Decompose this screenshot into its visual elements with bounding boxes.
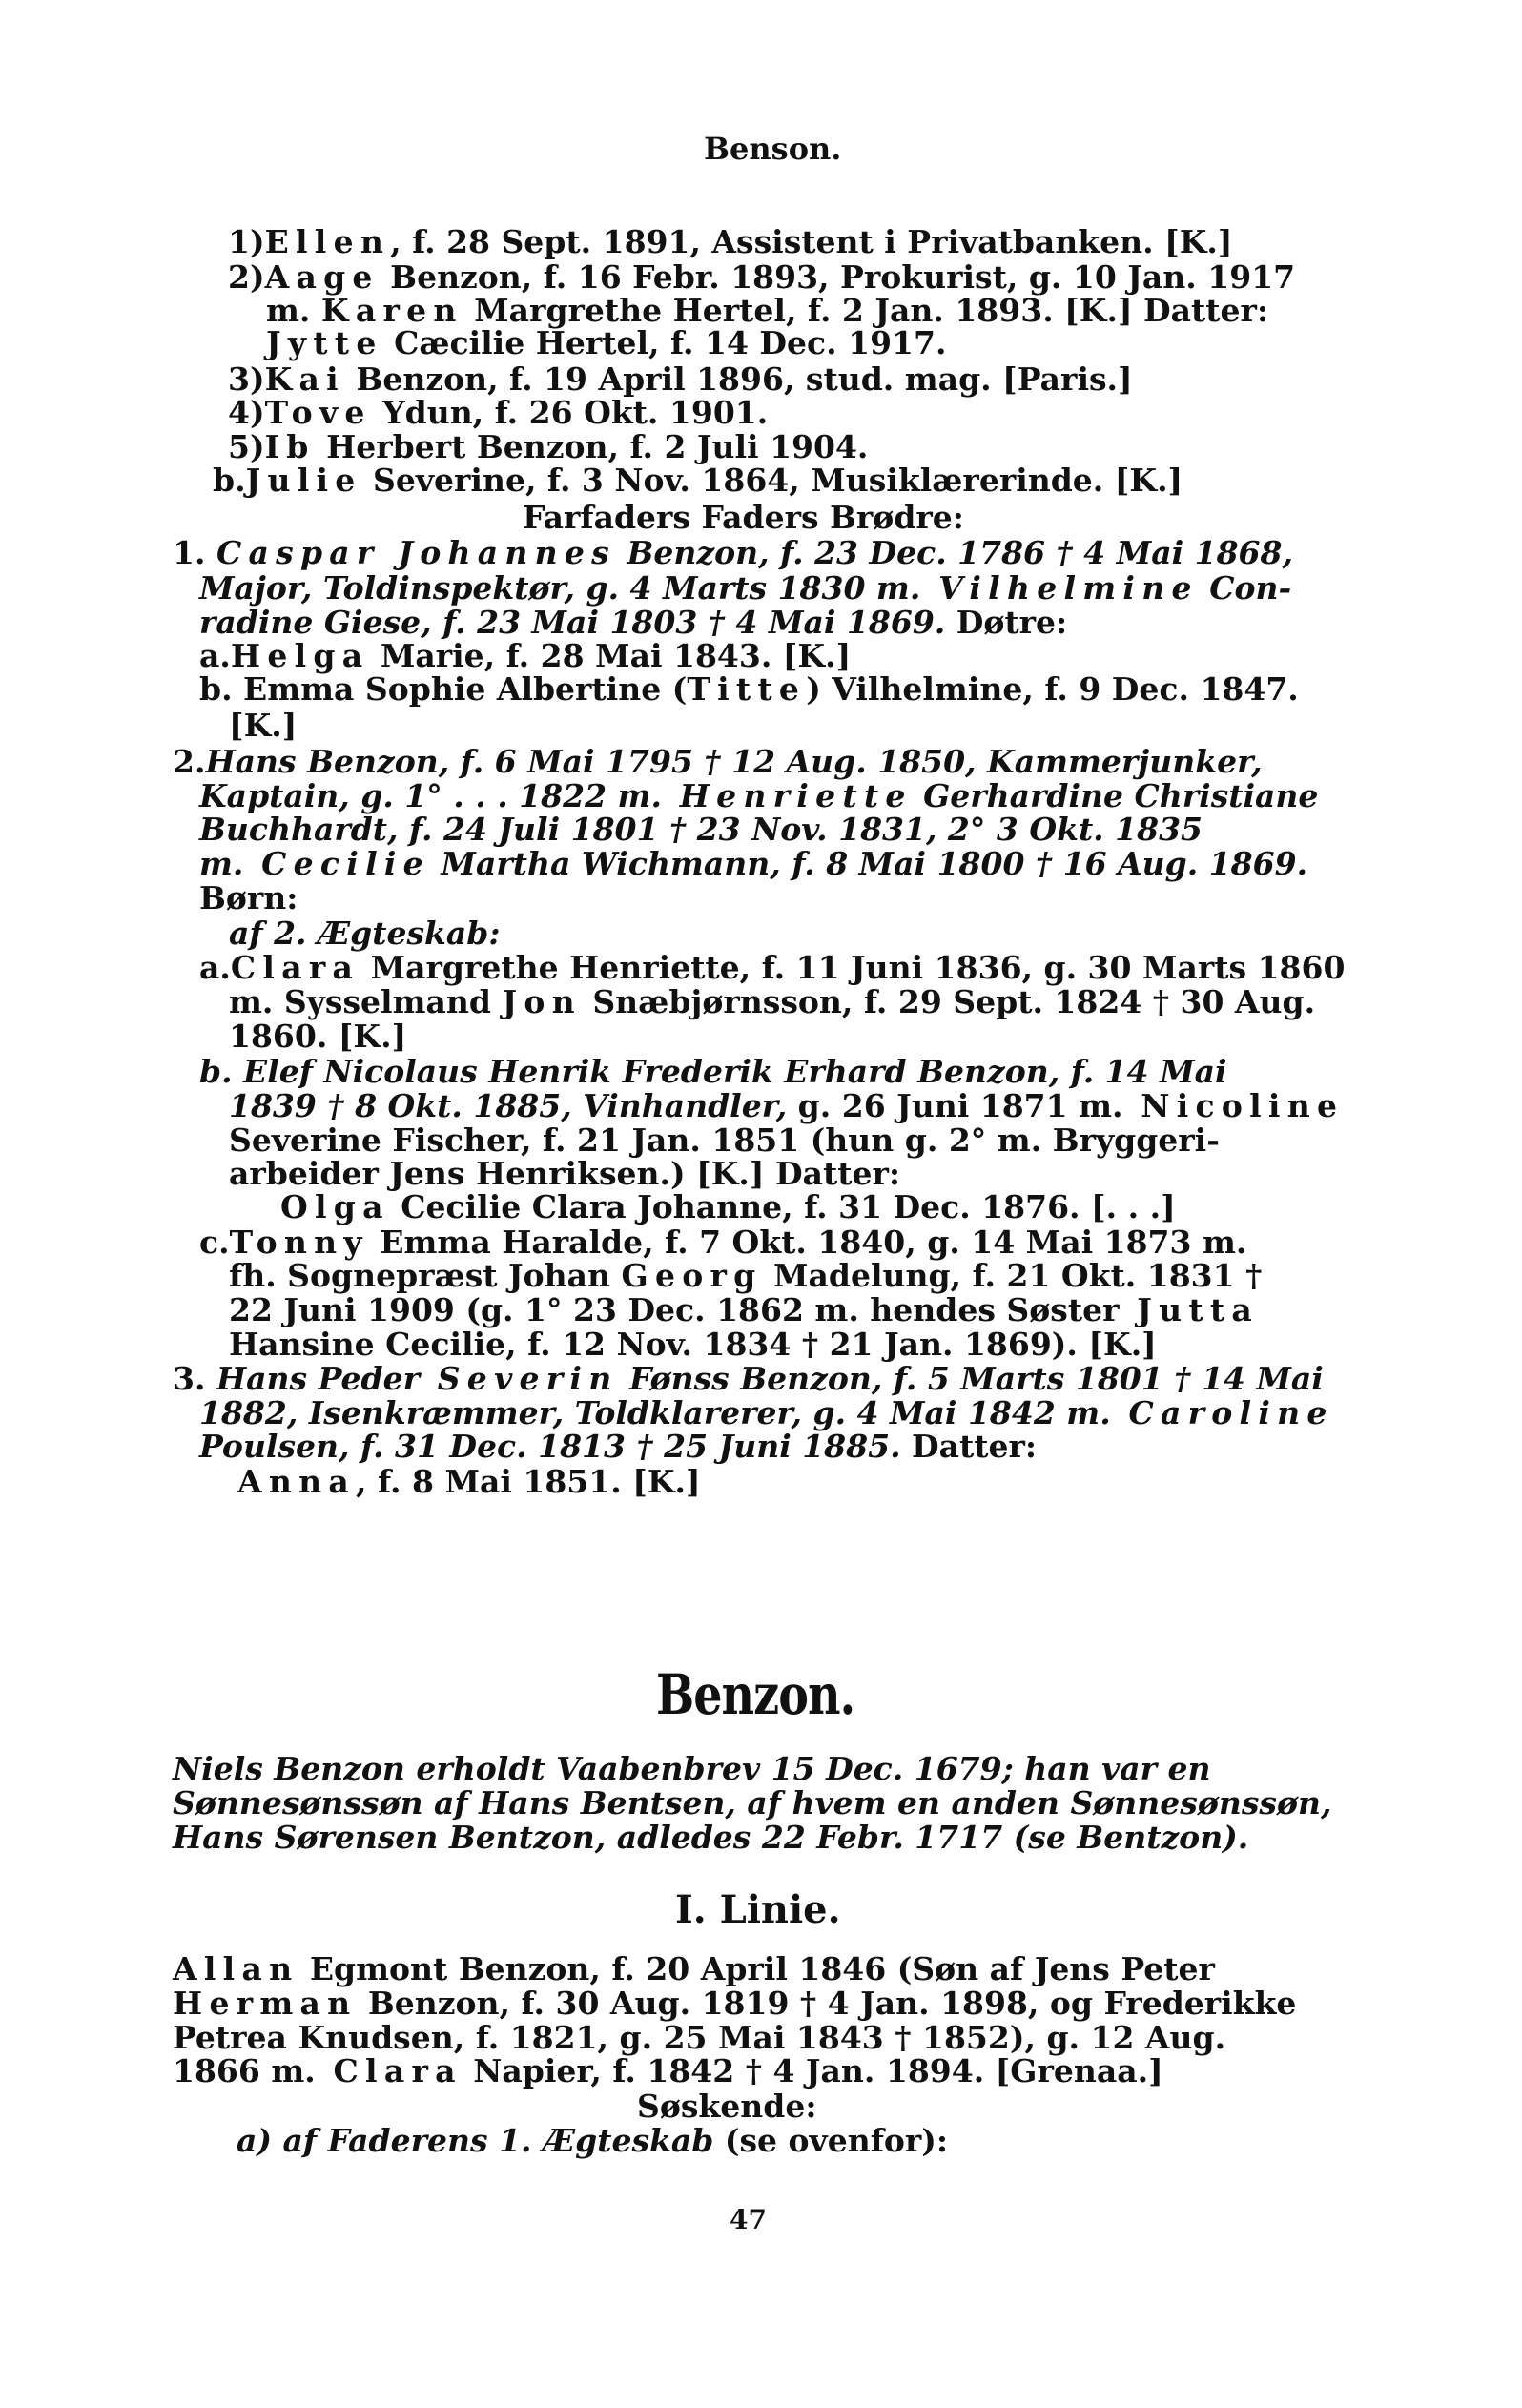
entry-jytte: Jytte Cæcilie Hertel, f. 14 Dec. 1917. — [266, 324, 947, 361]
brother-2-af-aegteskab: af 2. Ægteskab: — [229, 915, 501, 952]
brother-2-line-2: Kaptain, g. 1° . . . 1822 m. Henriette Gerhardine Christiane — [199, 777, 1319, 814]
entry-julie: b.Julie Severine, f. 3 Nov. 1864, Musiklærerinde. [K.] — [213, 462, 1183, 499]
entry-kai: 3)Kai Benzon, f. 19 April 1896, stud. mag. [Paris.] — [228, 360, 1133, 398]
running-head: Benson. — [704, 131, 842, 167]
farfaders-heading: Farfaders Faders Brødre: — [523, 499, 964, 536]
brother-3-line-3: Poulsen, f. 31 Dec. 1813 † 25 Juni 1885. Datter: — [199, 1428, 1038, 1465]
tonny-line-1: c.Tonny Emma Haralde, f. 7 Okt. 1840, g. 14 Mai 1873 m. — [199, 1224, 1247, 1261]
tonny-line-3: 22 Juni 1909 (g. 1° 23 Dec. 1862 m. hendes Søster Jutta — [229, 1291, 1260, 1328]
brother-3-line-2: 1882, Isenkræmmer, Toldklarerer, g. 4 Mai 1842 m. Caroline — [199, 1394, 1334, 1431]
brother-1-line-3: radine Giese, f. 23 Mai 1803 † 4 Mai 1869. Døtre: — [199, 604, 1068, 641]
brother-2-born: Børn: — [199, 879, 298, 916]
entry-aage: 2)Aage Benzon, f. 16 Febr. 1893, Prokurist, g. 10 Jan. 1917 — [228, 258, 1296, 296]
elef-line-1: b. Elef Nicolaus Henrik Frederik Erhard Benzon, f. 14 Mai — [199, 1053, 1227, 1090]
brother-3-line-4: Anna, f. 8 Mai 1851. [K.] — [237, 1463, 701, 1500]
elef-line-5: Olga Cecilie Clara Johanne, f. 31 Dec. 1876. [. . .] — [280, 1188, 1176, 1225]
entry-aage-cont: m. Karen Margrethe Hertel, f. 2 Jan. 1893. [K.] Datter: — [266, 292, 1269, 329]
tonny-line-4: Hansine Cecilie, f. 12 Nov. 1834 † 21 Jan. 1869). [K.] — [229, 1326, 1157, 1363]
brother-2-line-1: 2.Hans Benzon, f. 6 Mai 1795 † 12 Aug. 1850, Kammerjunker, — [173, 743, 1263, 780]
linie-title: I. Linie. — [675, 1887, 841, 1932]
clara-line-3: 1860. [K.] — [229, 1018, 407, 1055]
brother-1-line-1: 1. Caspar Johannes Benzon, f. 23 Dec. 1786 † 4 Mai 1868, — [173, 534, 1293, 571]
elef-line-3: Severine Fischer, f. 21 Jan. 1851 (hun g. 2° m. Bryggeri- — [229, 1122, 1220, 1159]
allan-line-1: Allan Egmont Benzon, f. 20 April 1846 (Søn af Jens Peter — [173, 1950, 1215, 1987]
intro-line-3: Hans Sørensen Bentzon, adledes 22 Febr. 1717 (se Bentzon). — [173, 1819, 1249, 1856]
brother-2-line-3: Buchhardt, f. 24 Juli 1801 † 23 Nov. 1831, 2° 3 Okt. 1835 — [199, 811, 1203, 848]
entry-ib: 5)Ib Herbert Benzon, f. 2 Juli 1904. — [228, 428, 869, 465]
page-number: 47 — [730, 2204, 767, 2235]
elef-line-4: arbeider Jens Henriksen.) [K.] Datter: — [229, 1155, 901, 1192]
brother-1-child-a: a.Helga Marie, f. 28 Mai 1843. [K.] — [199, 637, 852, 674]
clara-line-2: m. Sysselmand Jon Snæbjørnsson, f. 29 Sept. 1824 † 30 Aug. — [229, 983, 1316, 1020]
brother-1-child-b: b. Emma Sophie Albertine (Titte) Vilhelmine, f. 9 Dec. 1847. — [199, 670, 1299, 708]
section-title: Benzon. — [656, 1662, 855, 1727]
entry-ellen: 1)Ellen, f. 28 Sept. 1891, Assistent i Privatbanken. [K.] — [228, 223, 1233, 260]
af-faderens-line: a) af Faderens 1. Ægteskab (se ovenfor): — [237, 2122, 949, 2159]
entry-tove: 4)Tove Ydun, f. 26 Okt. 1901. — [228, 394, 769, 431]
allan-line-3: Petrea Knudsen, f. 1821, g. 25 Mai 1843 † 1852), g. 12 Aug. — [173, 2019, 1226, 2056]
clara-line-1: a.Clara Margrethe Henriette, f. 11 Juni 1836, g. 30 Marts 1860 — [199, 949, 1346, 986]
allan-line-2: Herman Benzon, f. 30 Aug. 1819 † 4 Jan. 1898, og Frederikke — [173, 1985, 1297, 2022]
brother-3-line-1: 3. Hans Peder Severin Fønss Benzon, f. 5 Marts 1801 † 14 Mai — [173, 1360, 1324, 1397]
soskende-heading: Søskende: — [637, 2088, 817, 2125]
allan-line-4: 1866 m. Clara Napier, f. 1842 † 4 Jan. 1894. [Grenaa.] — [173, 2052, 1163, 2089]
intro-line-2: Sønnesønssøn af Hans Bentsen, af hvem en anden Sønnesønssøn, — [173, 1784, 1332, 1821]
brother-1-child-b-k: [K.] — [229, 707, 298, 744]
brother-1-line-2: Major, Toldinspektør, g. 4 Marts 1830 m. Vilhelmine Con- — [199, 569, 1292, 607]
elef-line-2: 1839 † 8 Okt. 1885, Vinhandler, g. 26 Juni 1871 m. Nicoline — [229, 1087, 1345, 1124]
brother-2-line-4: m. Cecilie Martha Wichmann, f. 8 Mai 1800 † 16 Aug. 1869. — [199, 845, 1308, 882]
tonny-line-2: fh. Sognepræst Johan Georg Madelung, f. 21 Okt. 1831 † — [229, 1257, 1263, 1294]
intro-line-1: Niels Benzon erholdt Vaabenbrev 15 Dec. 1679; han var en — [173, 1750, 1211, 1787]
